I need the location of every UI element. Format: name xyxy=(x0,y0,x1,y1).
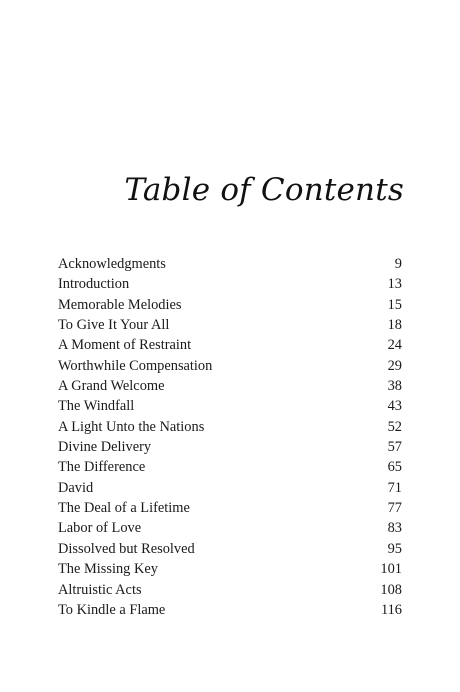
toc-entry xyxy=(58,417,402,437)
toc-entry xyxy=(58,274,402,294)
toc-entry-page-number: 65 xyxy=(387,459,402,476)
toc-entry xyxy=(58,376,402,396)
toc-entry-page-number: 18 xyxy=(387,317,402,334)
toc-entry-page-number: 29 xyxy=(387,357,402,374)
toc-entry xyxy=(58,396,402,416)
toc-entry-page-number: 38 xyxy=(387,378,402,395)
toc-entry xyxy=(58,356,402,376)
toc-entry-title: A Light Unto the Nations xyxy=(58,418,205,435)
toc-entry xyxy=(58,559,402,579)
toc-entry xyxy=(58,498,402,518)
toc-entry-page-number: 77 xyxy=(387,500,402,517)
toc-entry-page-number: 43 xyxy=(387,398,402,415)
toc-entry-title: A Grand Welcome xyxy=(58,378,165,395)
toc-entry-page-number: 108 xyxy=(380,581,402,598)
toc-entry-title: Introduction xyxy=(58,276,130,293)
toc-entry-title: Worthwhile Compensation xyxy=(58,357,213,374)
toc-entry-page-number: 52 xyxy=(387,418,402,435)
toc-entry-title: To Kindle a Flame xyxy=(58,601,166,618)
toc-entry xyxy=(58,335,402,355)
toc-entry-title: The Deal of a Lifetime xyxy=(58,500,190,517)
toc-entry xyxy=(58,539,402,559)
toc-entry-title: Dissolved but Resolved xyxy=(58,540,195,557)
toc-entry-title: Acknowledgments xyxy=(58,256,166,272)
toc-entry xyxy=(58,580,402,600)
toc-entry-page-number: 57 xyxy=(387,439,402,456)
toc-entry-title: To Give It Your All xyxy=(58,317,170,334)
toc-entry-title: David xyxy=(58,479,94,496)
toc-entry xyxy=(58,315,402,335)
toc-entry-title: The Difference xyxy=(58,459,146,476)
toc-entry-page-number: 24 xyxy=(387,337,402,354)
toc-entry-title: Altruistic Acts xyxy=(58,581,142,598)
toc-entry-page-number: 101 xyxy=(380,561,402,578)
toc-entry-page-number: 13 xyxy=(387,276,402,293)
toc-entry-page-number: 116 xyxy=(380,601,402,618)
toc-entry xyxy=(58,254,402,274)
toc-entry xyxy=(58,437,402,457)
toc-entry-title: The Windfall xyxy=(58,398,135,415)
toc-entry xyxy=(58,457,402,477)
page-title: Table of Contents xyxy=(124,172,404,208)
toc-entry-page-number: 83 xyxy=(387,520,402,537)
table-of-contents xyxy=(58,254,402,620)
toc-entry-title: A Moment of Restraint xyxy=(58,337,192,354)
toc-entry-title: Divine Delivery xyxy=(58,439,152,456)
toc-entry-title: Memorable Melodies xyxy=(58,296,182,313)
toc-entry-page-number: 15 xyxy=(387,296,402,313)
toc-entry-title: Labor of Love xyxy=(58,520,142,537)
toc-entry xyxy=(58,600,402,620)
toc-entry-page-number: 71 xyxy=(387,479,402,496)
toc-entry-page-number: 9 xyxy=(394,256,402,272)
toc-entry xyxy=(58,518,402,538)
toc-entry xyxy=(58,295,402,315)
toc-entry xyxy=(58,478,402,498)
toc-entry-title: The Missing Key xyxy=(58,561,158,578)
toc-entry-page-number: 95 xyxy=(387,540,402,557)
